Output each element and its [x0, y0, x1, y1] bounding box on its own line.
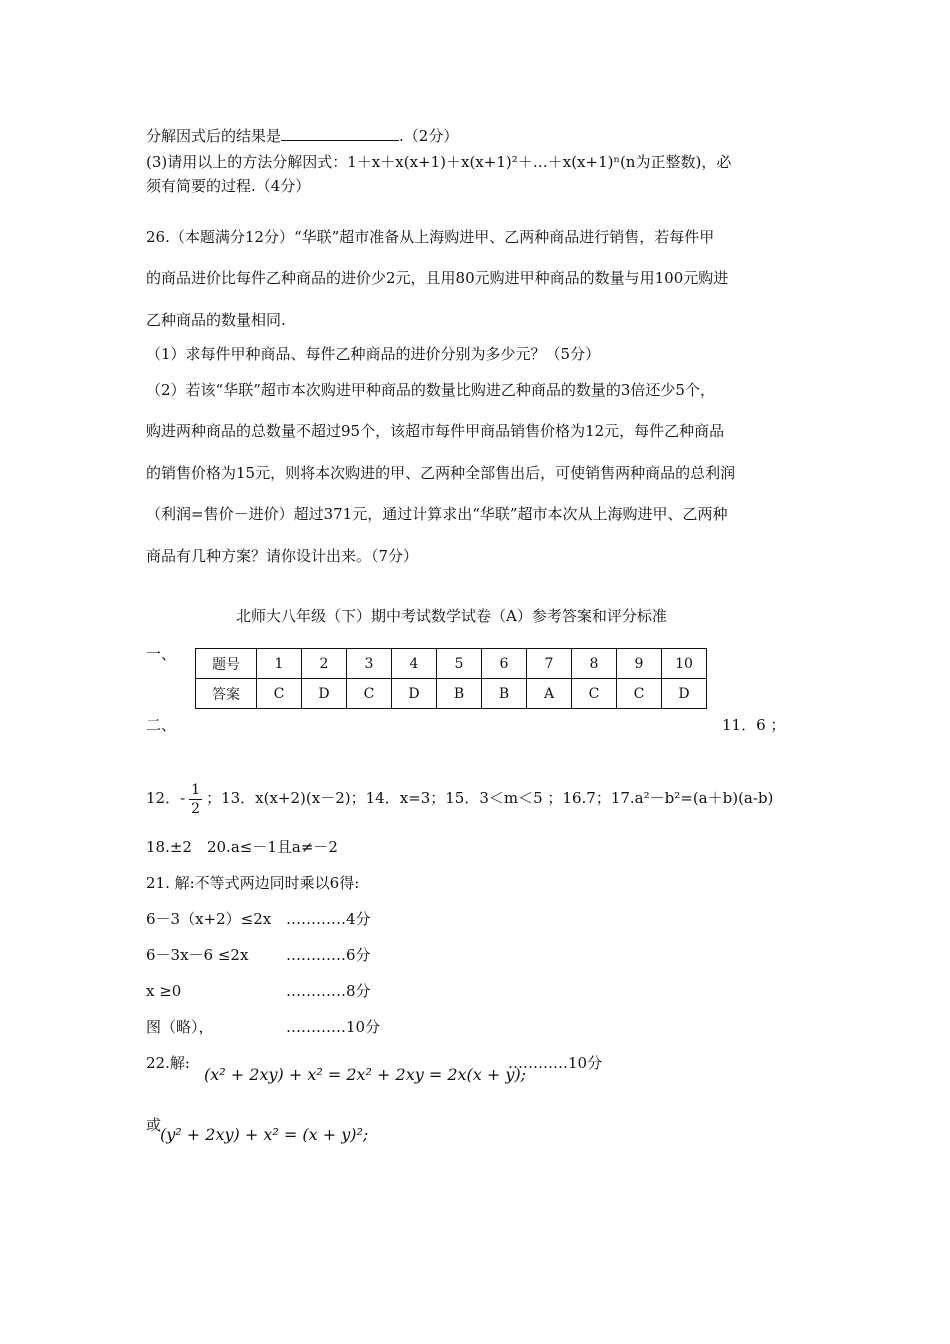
- table-cell: 9: [617, 649, 662, 679]
- table-cell: C: [347, 679, 392, 709]
- answer-18-20: 18.±2 20.a≤－1且a≠－2: [146, 838, 338, 856]
- table-cell: B: [437, 679, 482, 709]
- table-cell: 7: [527, 649, 572, 679]
- table-cell: B: [482, 679, 527, 709]
- q26-line2: 的商品进价比每件乙种商品的进价少2元，且用80元购进甲种商品的数量与用100元购进: [146, 269, 729, 287]
- step-expr: 6－3x－6 ≤2x: [146, 946, 249, 964]
- fraction-denominator: 2: [191, 800, 201, 817]
- table-cell: C: [257, 679, 302, 709]
- table-cell: D: [392, 679, 437, 709]
- step-score: …………4分: [286, 910, 371, 928]
- q22-expression-2: (y² + 2xy) + x² = (x + y)²;: [160, 1125, 369, 1144]
- q22-label: 22.解:: [146, 1054, 190, 1072]
- answer-title: 北师大八年级（下）期中考试数学试卷（A）参考答案和评分标准: [236, 607, 667, 625]
- q21-title: 21. 解:不等式两边同时乘以6得:: [146, 874, 360, 892]
- table-cell: C: [572, 679, 617, 709]
- q26-line9: 商品有几种方案？请你设计出来。（7分）: [146, 547, 419, 565]
- fraction: [189, 781, 202, 818]
- answer-blank: [281, 126, 399, 141]
- q22-expression-1: (x² + 2xy) + x² = 2x² + 2xy = 2x(x + y);: [204, 1065, 527, 1084]
- table-cell: D: [662, 679, 707, 709]
- q26-line8: （利润=售价－进价）超过371元，通过计算求出“华联”超市本次从上海购进甲、乙两种: [146, 505, 728, 523]
- q26-line3: 乙种商品的数量相同.: [146, 311, 286, 329]
- q25-line2: (3)请用以上的方法分解因式：1＋x＋x(x+1)＋x(x+1)²＋…＋x(x+1)ⁿ(n为正整数)，必: [146, 153, 732, 171]
- table-row-numbers: [196, 649, 707, 679]
- table-cell: 4: [392, 649, 437, 679]
- table-cell: A: [527, 679, 572, 709]
- step-expr: x ≥0: [146, 982, 182, 1000]
- q21-step2: [146, 944, 371, 966]
- table-cell: 5: [437, 649, 482, 679]
- q21-step4: [146, 1016, 380, 1038]
- q26-line1: 26.（本题满分12分）“华联”超市准备从上海购进甲、乙两种商品进行销售，若每件甲: [146, 228, 715, 246]
- q26-line7: 的销售价格为15元，则将本次购进的甲、乙两种全部售出后，可使销售两种商品的总利润: [146, 464, 736, 482]
- step-expr: 图（略），: [146, 1018, 214, 1036]
- section1-label: 一、: [146, 645, 177, 663]
- answer-12-prefix: 12．-: [146, 789, 186, 807]
- step-score: …………6分: [286, 946, 371, 964]
- q21-step3: [146, 980, 371, 1002]
- q26-line6: 购进两种商品的总数量不超过95个，该超市每件甲商品销售价格为12元，每件乙种商品: [146, 422, 725, 440]
- table-head-number: 题号: [196, 649, 257, 679]
- q25-line1-suffix: .（2分）: [399, 127, 459, 145]
- q22-or-label: 或: [146, 1116, 162, 1134]
- step-score: …………10分: [286, 1018, 381, 1036]
- fraction-numerator: 1: [191, 781, 201, 798]
- answer-12-rest: ；13．x(x+2)(x－2)；14．x=3；15．3＜m＜5 ；16.7；17.a²－b²=(a＋b)(a-b): [206, 789, 774, 807]
- table-cell: 2: [302, 649, 347, 679]
- table-cell: 6: [482, 649, 527, 679]
- table-cell: 8: [572, 649, 617, 679]
- table-cell: 3: [347, 649, 392, 679]
- answer-11: 11．6 ；: [722, 716, 786, 734]
- table-cell: D: [302, 679, 347, 709]
- q21-step1: [146, 908, 371, 930]
- q25-line1: [146, 125, 458, 147]
- q26-line5: （2）若该“华联”超市本次购进甲种商品的数量比购进乙种商品的数量的3倍还少5个，: [146, 381, 715, 399]
- answer-table: [195, 648, 707, 709]
- step-score: …………8分: [286, 982, 371, 1000]
- table-cell: C: [617, 679, 662, 709]
- q22-score: …………10分: [508, 1054, 603, 1072]
- answer-12-line: [146, 778, 773, 818]
- q25-line1-prefix: 分解因式后的结果是: [146, 127, 282, 145]
- q26-line4: （1）求每件甲种商品、每件乙种商品的进价分别为多少元？（5分）: [146, 345, 601, 363]
- table-head-answer: 答案: [196, 679, 257, 709]
- section2-label: 二、: [146, 716, 177, 734]
- table-cell: 10: [662, 649, 707, 679]
- table-row-answers: [196, 679, 707, 709]
- table-cell: 1: [257, 649, 302, 679]
- step-expr: 6－3（x+2）≤2x: [146, 910, 272, 928]
- q25-line3: 须有简要的过程.（4分）: [146, 177, 311, 195]
